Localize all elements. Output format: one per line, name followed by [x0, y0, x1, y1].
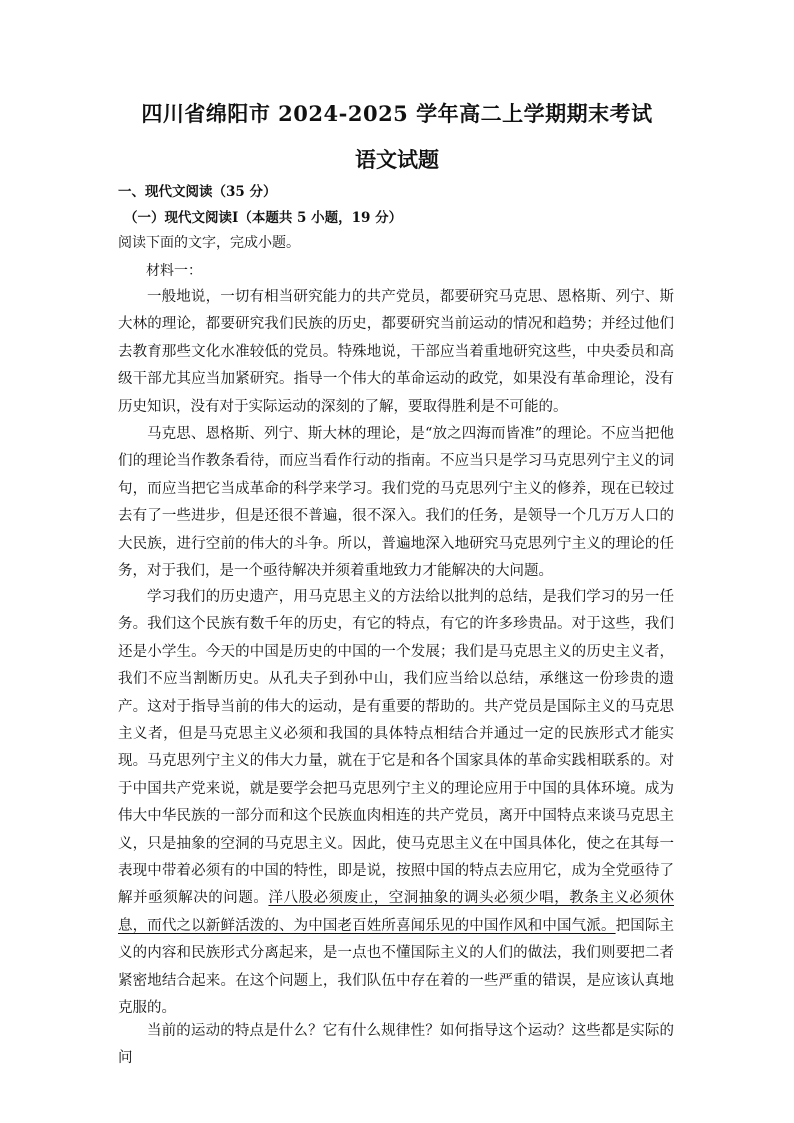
material-label: 材料一：	[146, 263, 202, 279]
paragraph-1: 一般地说，一切有相当研究能力的共产党员，都要研究马克思、恩格斯、列宁、斯大林的理论，都要研究我们民族的历史，都要研究当前运动的情况和趋势；并经过他们去教育那些文化水准较低的党员。特殊地说，干部应当着重地研究这些，中央委员和高级干部尤其应当加紧研究。指导一个伟大的革命运动的政党，如果没有革命理论，没有历史知识，没有对于实际运动的深刻的了解，要取得胜利是不可能的。	[118, 289, 674, 415]
instruction-text: 阅读下面的文字，完成小题。	[118, 235, 300, 251]
underlined-sentence: 洋八股必须废止，空洞抽象的调头必须少唱，教条主义必须休息，而代之以新鲜活泼的、为中国老百姓所喜闻乐见的中国作风和中国气派。	[118, 890, 675, 934]
section-heading: 一、现代文阅读（35 分）	[118, 184, 277, 200]
paragraph-3-part-b: 把国际主义的内容和民族形式分离起来，是一点也不懂国际主义的人们的做法，我们则要把二者紧密地结合起来。在这个问题上，我们队伍中存在着的一些严重的错误，是应该认真地克服的。	[118, 917, 674, 1017]
page-subtitle: 语文试题	[355, 147, 439, 172]
paragraph-3-part-a: 学习我们的历史遗产，用马克思主义的方法给以批判的总结，是我们学习的另一任务。我们这个民族有数千年的历史，有它的特点，有它的许多珍贵品。对于这些，我们还是小学生。今天的中国是历史的中国的一个发展；我们是马克思主义的历史主义者，我们不应当割断历史。从孔夫子到孙中山，我们应当给以总结，承继这一份珍贵的遗产。这对于指导当前的伟大的运动，是有重要的帮助的。共产党员是国际主义的马克思主义者，但是马克思主义必须和我国的具体特点相结合并通过一定的民族形式才能实现。马克思列宁主义的伟大力量，就在于它是和各个国家具体的革命实践相联系的。对于中国共产党来说，就是要学会把马克思列宁主义的理论应用于中国的具体环境。成为伟大中华民族的一部分而和这个民族血肉相连的共产党员，离开中国特点来谈马克思主义，只是抽象的空洞的马克思主义。因此，使马克思主义在中国具体化，使之在其每一表现中带着必须有的中国的特性，即是说，按照中国的特点去应用它，成为全党亟待了解并亟须解决的问题。	[118, 589, 674, 907]
page-title: 四川省绵阳市 2024-2025 学年高二上学期期末考试	[141, 101, 653, 126]
subsection-heading: （一）现代文阅读Ⅰ（本题共 5 小题，19 分）	[124, 210, 403, 226]
paragraph-2: 马克思、恩格斯、列宁、斯大林的理论，是“放之四海而皆准”的理论。不应当把他们的理论当作教条看待，而应当看作行动的指南。不应当只是学习马克思列宁主义的词句，而应当把它当成革命的科学来学习。我们党的马克思列宁主义的修养，现在已较过去有了一些进步，但是还很不普遍，很不深入。我们的任务，是领导一个几万万人口的大民族，进行空前的伟大的斗争。所以，普遍地深入地研究马克思列宁主义的理论的任务，对于我们，是一个亟待解决并须着重地致力才能解决的大问题。	[118, 426, 674, 580]
paragraph-3	[118, 584, 674, 1023]
paragraph-4: 当前的运动的特点是什么？它有什么规律性？如何指导这个运动？这些都是实际的问	[118, 1023, 674, 1067]
